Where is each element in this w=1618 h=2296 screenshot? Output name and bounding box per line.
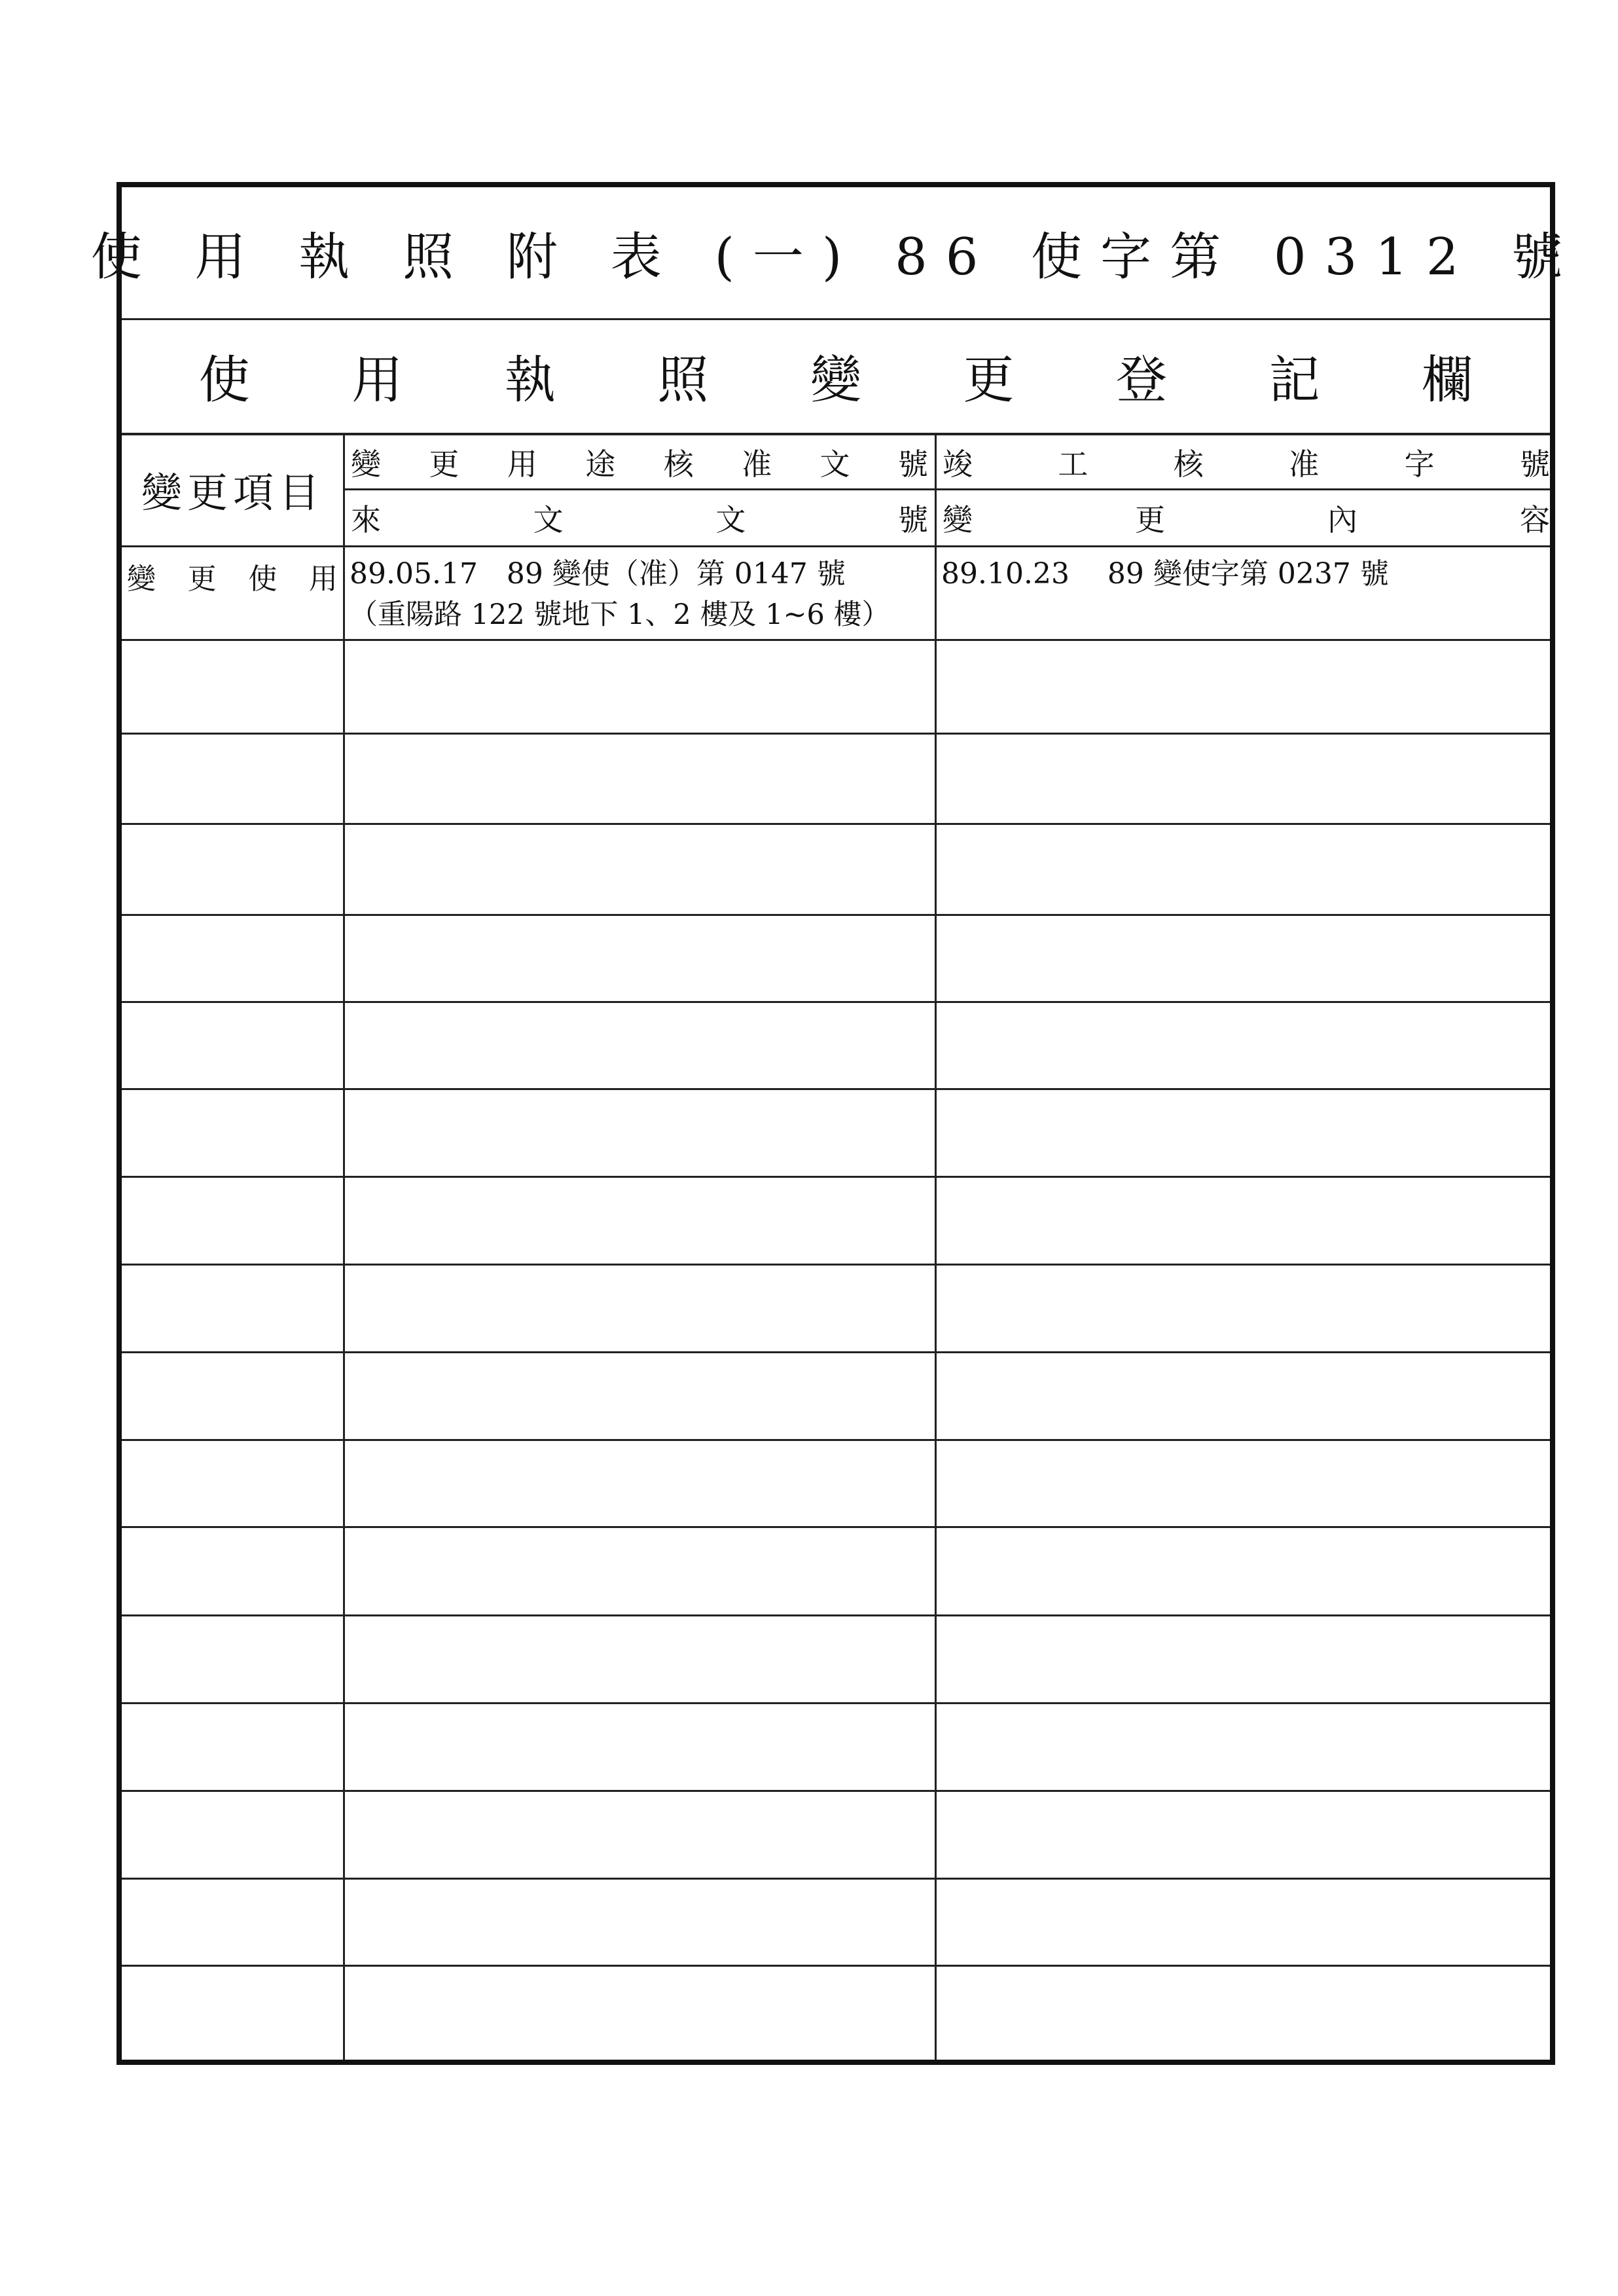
header-char: 工 — [1058, 446, 1088, 482]
table-row-divider — [122, 823, 1550, 825]
header-char: 更 — [1135, 502, 1165, 538]
row-doc-number: 89.05.17 89 變使（准）第 0147 號 — [350, 557, 846, 591]
section-title-char: 登 — [1116, 350, 1168, 410]
table-row-divider — [122, 1176, 1550, 1178]
column-divider — [935, 433, 937, 2060]
header-char: 變 — [351, 446, 381, 482]
row-item-char: 變 — [127, 562, 156, 596]
section-title-char: 用 — [351, 350, 403, 410]
row-item-char: 用 — [308, 562, 338, 596]
table-row-divider — [122, 1965, 1550, 1967]
header-char: 用 — [507, 446, 537, 482]
table-row-divider — [122, 1088, 1550, 1090]
header-char: 文 — [715, 502, 746, 538]
license-form — [90, 182, 1581, 2065]
table-row-divider — [122, 1439, 1550, 1441]
table-row-divider — [122, 914, 1550, 916]
header-char: 准 — [1289, 446, 1320, 482]
row-item-char: 更 — [187, 562, 217, 596]
header-char: 內 — [1327, 502, 1357, 538]
header-item-label: 變更項目 — [141, 468, 325, 517]
header-char: 變 — [943, 502, 973, 538]
table-row-divider — [122, 1878, 1550, 1880]
header-char: 容 — [1520, 502, 1550, 538]
section-title-char: 記 — [1268, 350, 1320, 410]
table-row-divider — [122, 733, 1550, 735]
header-char: 途 — [585, 446, 616, 482]
form-title: 使 用 執 照 附 表 (一) 86 使字第 0312 號 — [90, 228, 1581, 287]
header-approval-number — [937, 436, 1555, 488]
header-char: 來 — [351, 502, 381, 538]
row-item-char: 使 — [248, 562, 278, 596]
header-char: 核 — [1173, 446, 1204, 482]
divider — [344, 488, 1550, 490]
header-char: 更 — [429, 446, 459, 482]
table-row-divider — [122, 1001, 1550, 1003]
header-char: 文 — [533, 502, 564, 538]
header-doc-number — [346, 436, 933, 488]
header-char: 准 — [742, 446, 772, 482]
table-row-divider — [122, 1790, 1550, 1792]
row-doc-note: （重陽路 122 號地下 1、2 樓及 1~6 樓） — [350, 598, 890, 631]
header-char: 號 — [897, 502, 928, 538]
section-title-char: 更 — [963, 350, 1015, 410]
table-row-divider — [122, 1702, 1550, 1704]
section-title-char: 變 — [810, 350, 861, 410]
header-incoming-doc — [346, 491, 933, 545]
header-char: 號 — [897, 446, 928, 482]
section-title-char: 使 — [198, 350, 250, 410]
table-row-divider — [122, 1614, 1550, 1616]
header-char: 竣 — [943, 446, 973, 482]
header-char: 文 — [819, 446, 850, 482]
table-row-divider — [122, 1264, 1550, 1266]
section-title-char: 欄 — [1422, 350, 1473, 410]
column-divider — [343, 433, 345, 2060]
divider — [122, 545, 1550, 547]
header-char: 核 — [663, 446, 694, 482]
row-approval-number: 89.10.23 89 變使字第 0237 號 — [941, 557, 1389, 591]
table-row-divider — [122, 639, 1550, 641]
section-title-char: 執 — [504, 350, 556, 410]
table-row-divider — [122, 1351, 1550, 1353]
header-char: 號 — [1519, 446, 1550, 482]
section-title-char: 照 — [657, 350, 709, 410]
header-char: 字 — [1404, 446, 1435, 482]
table-row-divider — [122, 1526, 1550, 1528]
header-change-content — [937, 491, 1555, 545]
table-row-item — [122, 555, 343, 597]
section-title — [148, 318, 1524, 433]
